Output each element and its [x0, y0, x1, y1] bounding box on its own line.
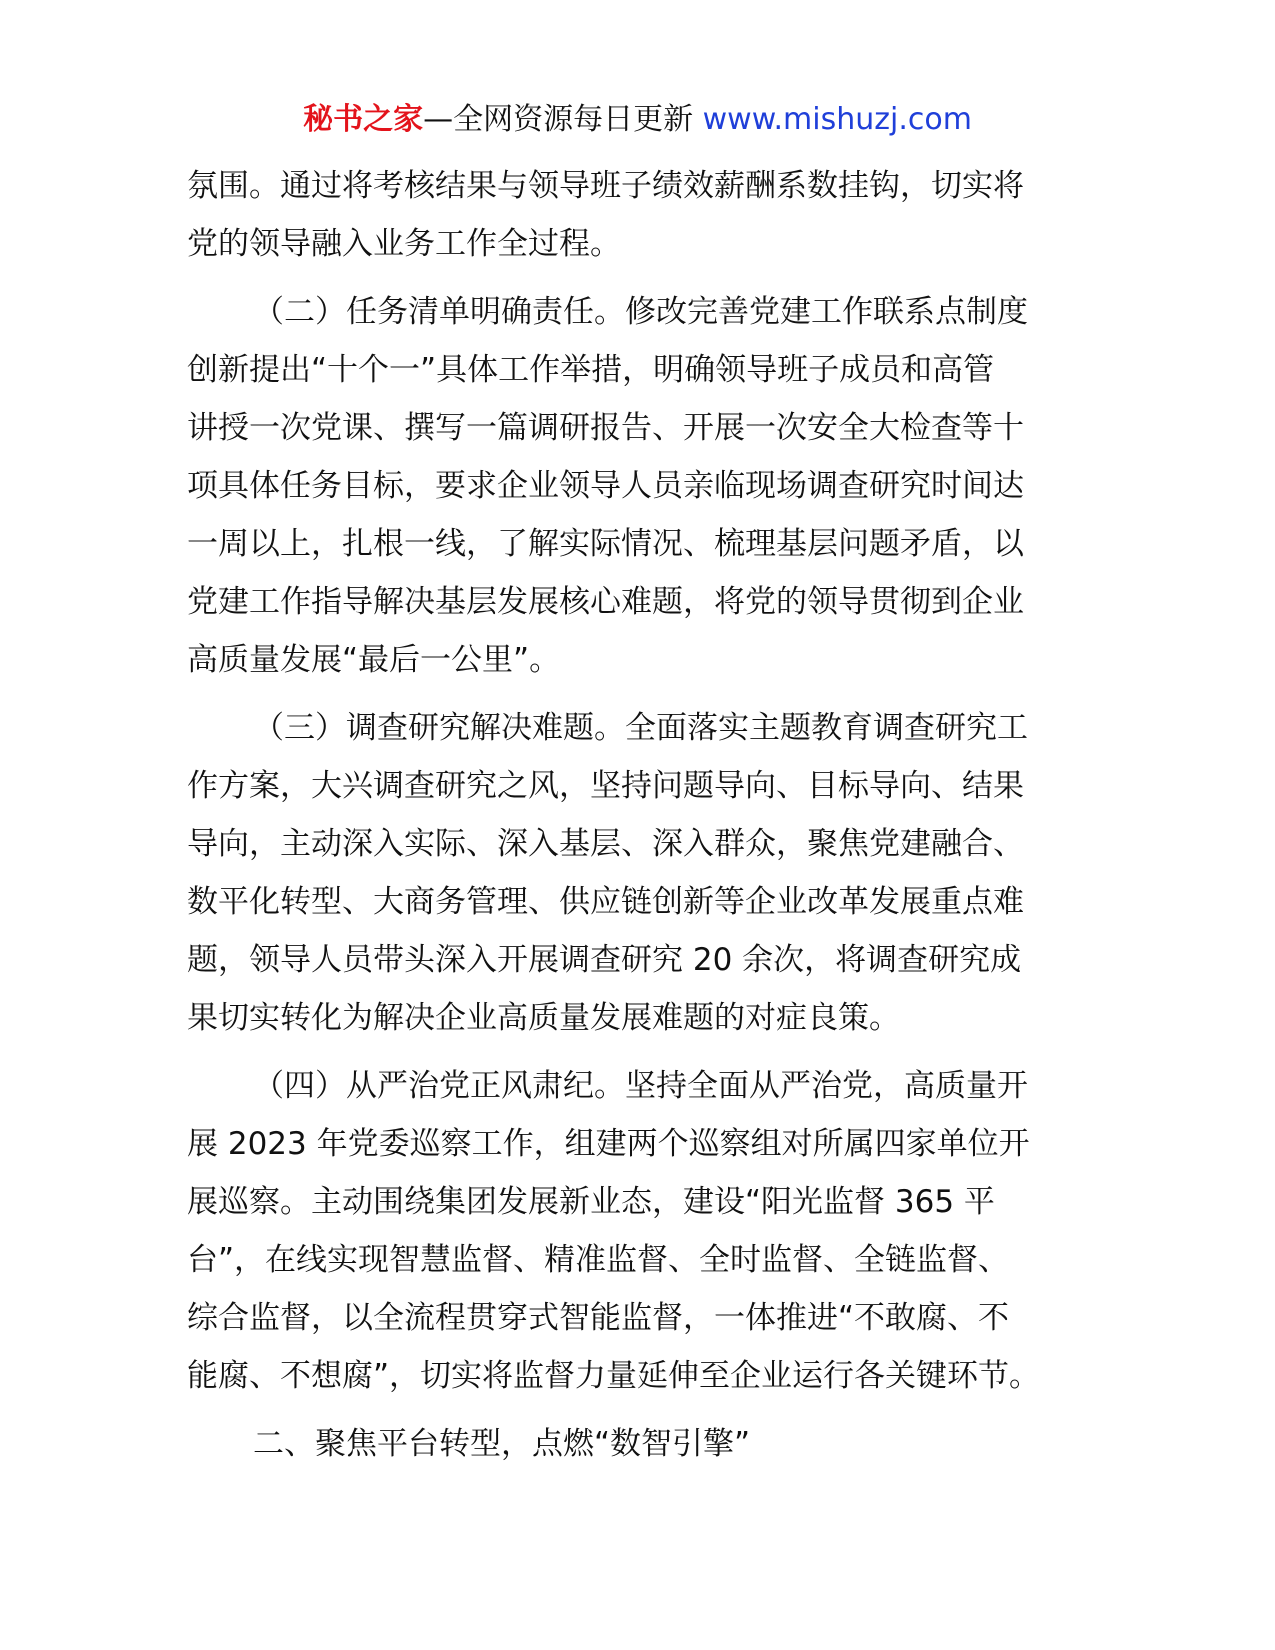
text-line: 能腐、不想腐”，切实将监督力量延伸至企业运行各关键环节。	[187, 1358, 1041, 1394]
paragraph-start-line: （二）任务清单明确责任。修改完善党建工作联系点制度	[253, 294, 1028, 330]
text-line: 台”，在线实现智慧监督、精准监督、全时监督、全链监督、	[187, 1242, 1010, 1278]
text-line: 作方案，大兴调查研究之风，坚持问题导向、目标导向、结果	[187, 768, 1024, 804]
paragraph-start-line: （三）调查研究解决难题。全面落实主题教育调查研究工	[253, 710, 1028, 746]
brand-name: 秘书之家	[303, 102, 424, 137]
text-line: 展巡察。主动围绕集团发展新业态，建设“阳光监督 365 平	[187, 1184, 995, 1220]
document-body	[187, 157, 1092, 1473]
text-line: 一周以上，扎根一线，了解实际情况、梳理基层问题矛盾，以	[187, 526, 1024, 562]
text-line: 果切实转化为解决企业高质量发展难题的对症良策。	[187, 1000, 900, 1036]
text-line: 数平化转型、大商务管理、供应链创新等企业改革发展重点难	[187, 884, 1024, 920]
text-line: 氛围。通过将考核结果与领导班子绩效薪酬系数挂钩，切实将	[187, 168, 1024, 204]
text-line: 项具体任务目标，要求企业领导人员亲临现场调查研究时间达	[187, 468, 1024, 504]
text-line: 党建工作指导解决基层发展核心难题，将党的领导贯彻到企业	[187, 584, 1024, 620]
site-header	[0, 100, 1275, 140]
text-line: 讲授一次党课、撰写一篇调研报告、开展一次安全大检查等十	[187, 410, 1024, 446]
section-heading: 二、聚焦平台转型，点燃“数智引擎”	[253, 1426, 751, 1462]
text-line: 题，领导人员带头深入开展调查研究 20 余次，将调查研究成	[187, 942, 1022, 978]
text-line: 综合监督，以全流程贯穿式智能监督，一体推进“不敢腐、不	[187, 1300, 1010, 1336]
text-line: 展 2023 年党委巡察工作，组建两个巡察组对所属四家单位开	[187, 1126, 1030, 1162]
text-line: 高质量发展“最后一公里”。	[187, 642, 561, 678]
site-url-link[interactable]: www.mishuzj.com	[702, 102, 972, 137]
header-tagline: —全网资源每日更新	[423, 102, 694, 137]
paragraph-start-line: （四）从严治党正风肃纪。坚持全面从严治党，高质量开	[253, 1068, 1028, 1104]
text-line: 创新提出“十个一”具体工作举措，明确领导班子成员和高管	[187, 352, 995, 388]
text-line: 党的领导融入业务工作全过程。	[187, 226, 621, 262]
text-line: 导向，主动深入实际、深入基层、深入群众，聚焦党建融合、	[187, 826, 1024, 862]
